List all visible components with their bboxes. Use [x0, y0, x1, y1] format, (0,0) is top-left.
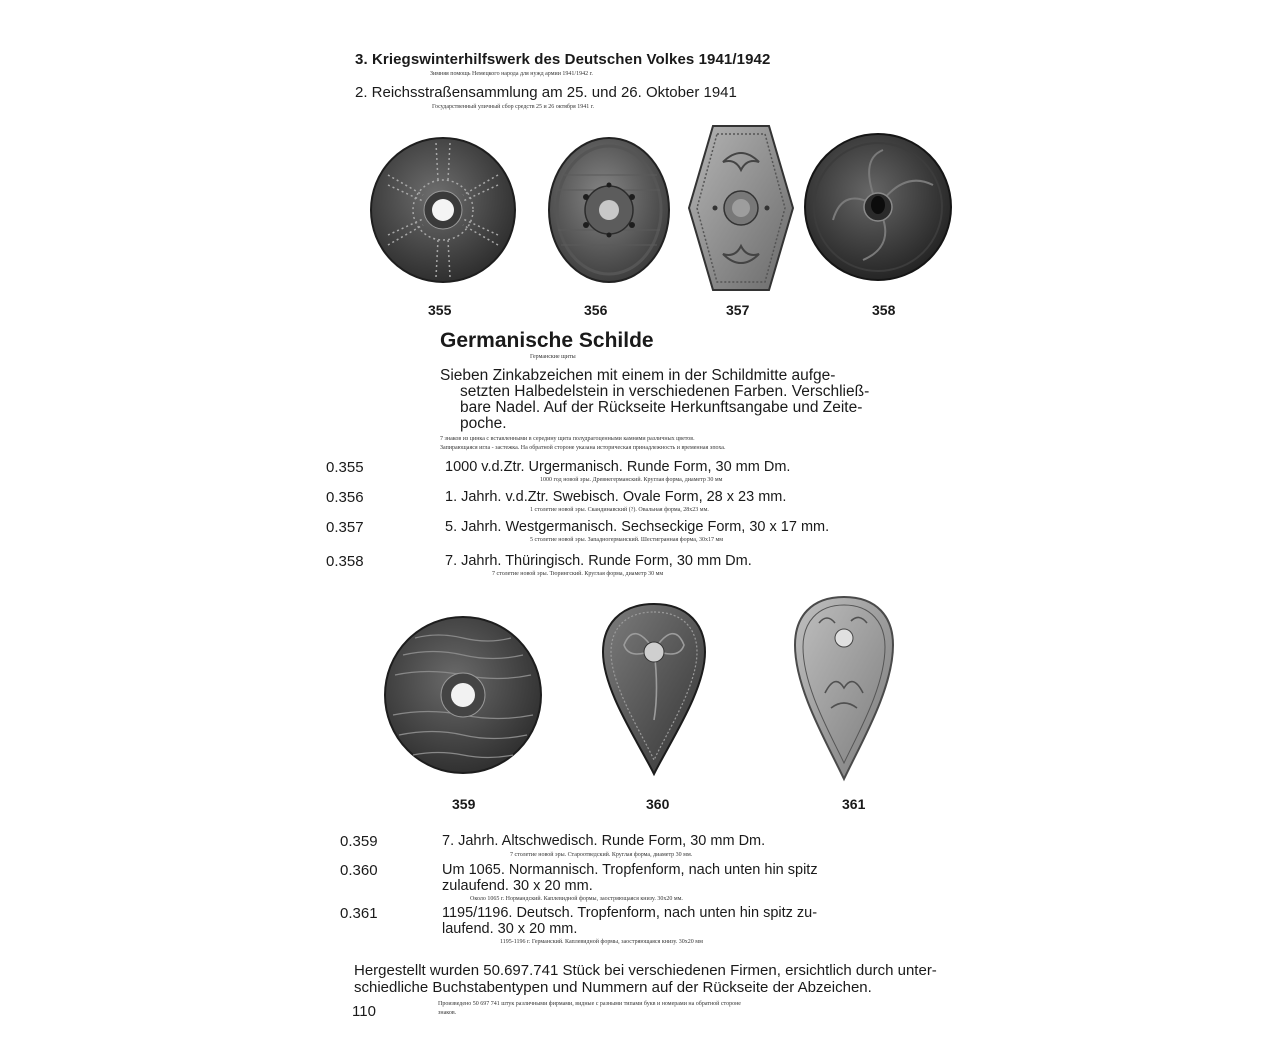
description-line-1: Sieben Zinkabzeichen mit einem in der Schildmitte aufge- — [440, 367, 836, 384]
entry-ru-0358: 7 столетие новой эры. Тюрингский. Круглая форма, диаметр 30 мм — [492, 571, 664, 577]
entry-ru-0361: 1195-1196 г. Германский. Каплевидной формы, заостряющаяся книзу. 30x20 мм — [500, 939, 703, 945]
entry-text-0357: 5. Jahrh. Westgermanisch. Sechseckige Form, 30 x 17 mm. — [445, 519, 830, 535]
badge-358-image — [803, 130, 953, 284]
entry-code-0359: 0.359 — [340, 833, 378, 850]
description-line-2: setzten Halbedelstein in verschiedenen Farben. Verschließ- — [460, 383, 870, 400]
badge-359-image — [383, 610, 543, 780]
entry-ru-0357: 5 столетие новой эры. Западногерманский. Шестигранная форма, 30x17 мм — [530, 537, 724, 543]
entry-code-0360: 0.360 — [340, 862, 378, 879]
entry-ru-0359: 7 столетие новой эры. Староотведский. Круглая форма, диаметр 30 мм. — [510, 852, 693, 858]
entry-text-0355: 1000 v.d.Ztr. Urgermanisch. Runde Form, 30 mm Dm. — [445, 459, 791, 475]
figure-label-357: 357 — [726, 302, 750, 318]
entry-text-0361-line-1: 1195/1196. Deutsch. Tropfenform, nach unten hin spitz zu- — [442, 905, 818, 921]
entry-code-0357: 0.357 — [326, 519, 364, 536]
footer-line-1: Hergestellt wurden 50.697.741 Stück bei verschiedenen Firmen, ersichtlich durch unter- — [354, 962, 937, 979]
figure-label-360: 360 — [646, 796, 670, 812]
description-line-4: poche. — [460, 415, 507, 432]
entry-text-0359-line-1: 7. Jahrh. Altschwedisch. Runde Form, 30 mm Dm. — [442, 833, 766, 849]
badge-355-image — [368, 135, 518, 285]
entry-ru-0360: Около 1065 г. Нормандский. Каплевидной формы, заостряющаяся книзу. 30x20 мм. — [470, 896, 683, 902]
entry-code-0355: 0.355 — [326, 459, 364, 476]
entry-ru-0356: 1 столетие новой эры. Скандинавский (?). Овальная форма, 28x23 мм. — [530, 507, 709, 513]
badge-357-image — [685, 122, 797, 294]
entry-text-0361-line-2: laufend. 30 x 20 mm. — [442, 921, 578, 937]
description-ru-2: Запирающаяся игла - застежка. На обратной стороне указана историческая принадлежность и временная эпоха. — [440, 445, 726, 451]
section-title: Germanische Schilde — [440, 329, 654, 352]
figure-label-359: 359 — [452, 796, 476, 812]
figure-label-361: 361 — [842, 796, 866, 812]
footer-ru-1: Произведено 50 697 741 штук различными фирмами, видные с разными типами букв и номерами на обратной стороне — [438, 1001, 741, 1007]
footer-line-2: schiedliche Buchstabentypen und Nummern auf der Rückseite der Abzeichen. — [354, 979, 872, 996]
header-line-2-ru: Государственный уличный сбор средств 25 и 26 октября 1941 г. — [432, 104, 594, 110]
description-ru-1: 7 знаков из цинка с вставленными в середину щита полудрагоценными камнями различных цветов. — [440, 436, 695, 442]
entry-text-0360-line-1: Um 1065. Normannisch. Tropfenform, nach unten hin spitz — [442, 862, 818, 878]
entry-ru-0355: 1000 год новой эры. Древнегерманский. Круглая форма, диаметр 30 мм — [540, 477, 723, 483]
figure-label-358: 358 — [872, 302, 896, 318]
figure-label-356: 356 — [584, 302, 608, 318]
figure-label-355: 355 — [428, 302, 452, 318]
entry-text-0360-line-2: zulaufend. 30 x 20 mm. — [442, 878, 593, 894]
entry-code-0358: 0.358 — [326, 553, 364, 570]
entry-text-0358: 7. Jahrh. Thüringisch. Runde Form, 30 mm Dm. — [445, 553, 752, 569]
footer-ru-2: знаков. — [438, 1010, 457, 1016]
entry-code-0356: 0.356 — [326, 489, 364, 506]
page-number: 110 — [352, 1003, 376, 1020]
header-line-2: 2. Reichsstraßensammlung am 25. und 26. Oktober 1941 — [355, 84, 737, 101]
badge-361-image — [791, 593, 897, 783]
header-line-1-ru: Зимняя помощь Немецкого народа для нужд армии 1941/1942 г. — [430, 71, 593, 77]
badge-356-image — [546, 135, 672, 285]
section-title-ru: Германские щиты — [530, 354, 576, 360]
header-line-1: 3. Kriegswinterhilfswerk des Deutschen Volkes 1941/1942 — [355, 51, 771, 68]
entry-code-0361: 0.361 — [340, 905, 378, 922]
description-line-3: bare Nadel. Auf der Rückseite Herkunftsangabe und Zeite- — [460, 399, 863, 416]
badge-360-image — [599, 600, 709, 778]
entry-text-0356: 1. Jahrh. v.d.Ztr. Swebisch. Ovale Form, 28 x 23 mm. — [445, 489, 787, 505]
